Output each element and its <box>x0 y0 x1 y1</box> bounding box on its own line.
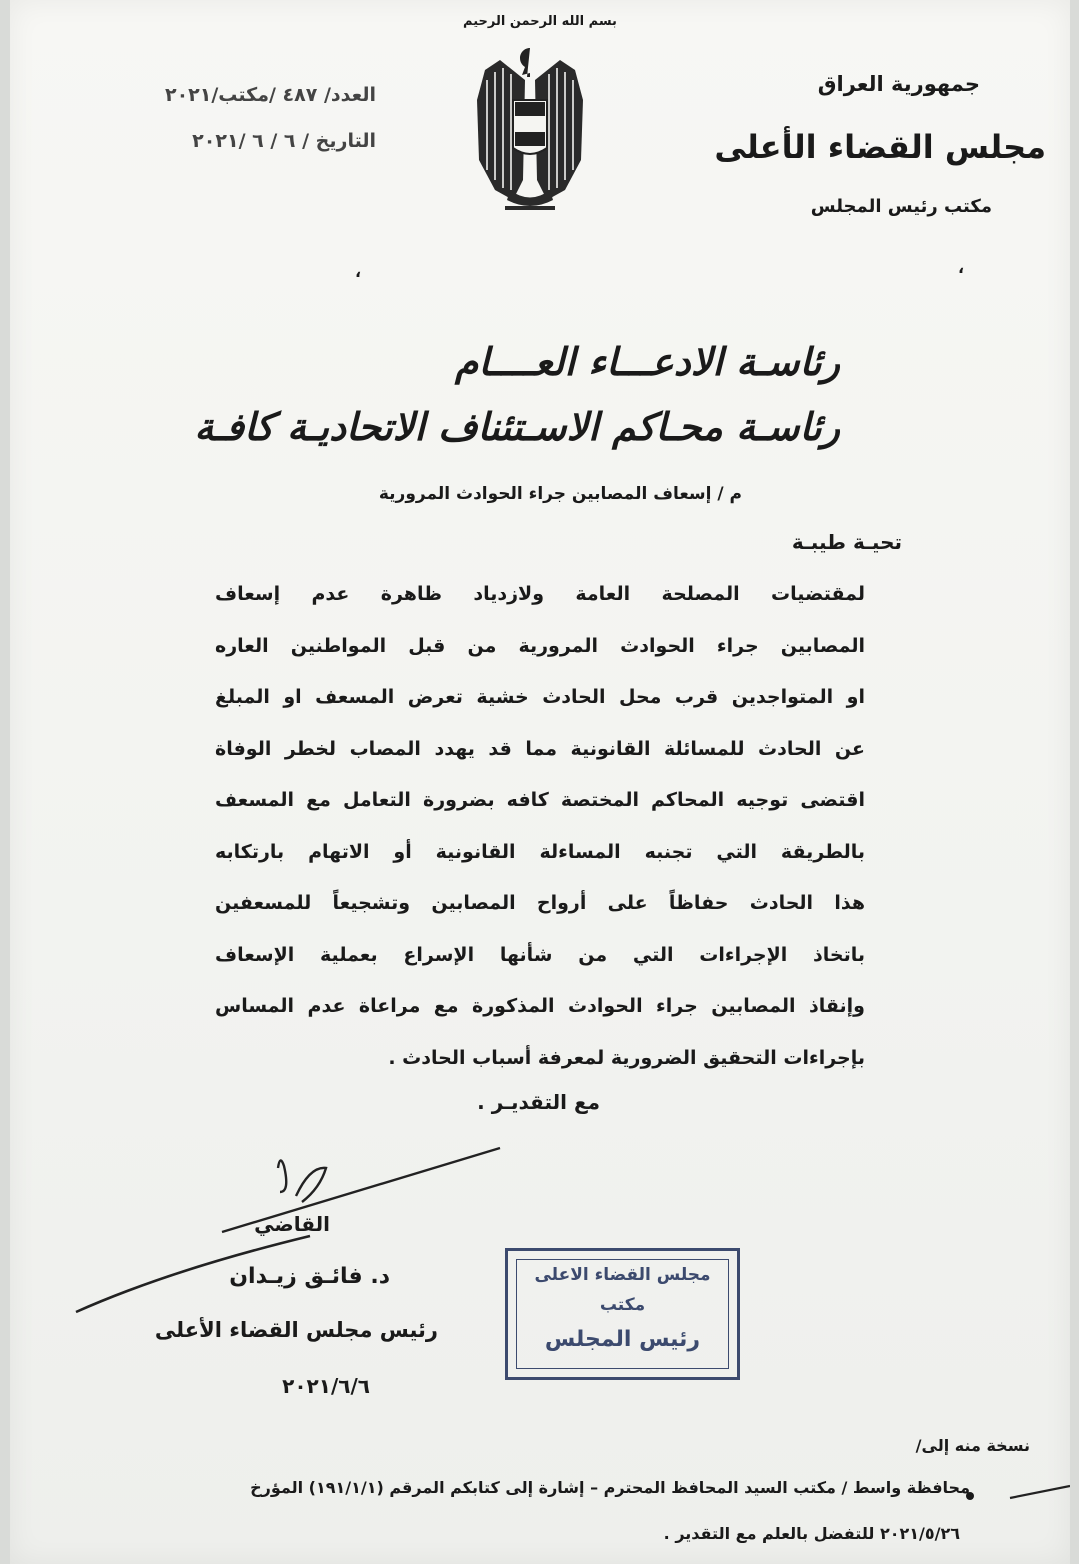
signer-title: القاضي <box>254 1212 330 1236</box>
copy-to-heading: نسخة منه إلى/ <box>915 1436 1030 1455</box>
stamp-line: مجلس القضاء الاعلى <box>534 1265 711 1285</box>
addressee-prosecution: رئاسـة الادعـــاء العــــام <box>454 340 840 384</box>
body-line: المصابين جراء الحوادث المرورية من قبل المواطنين العاره <box>215 634 865 657</box>
body-line: اقتضى توجيه المحاكم المختصة كافه بضرورة التعامل مع المسعف <box>215 789 865 811</box>
signature-date: ٢٠٢١/٦/٦ <box>282 1374 370 1398</box>
addressee-courts: رئاسـة محـاكم الاسـتئناف الاتحاديـة كافـة <box>194 405 840 449</box>
reference-date: التاريخ / ٦ / ٦ /٢٠٢١ <box>192 130 376 152</box>
body-line: هذا الحادث حفاظاً على أرواح المصابين وتشجيعاً للمسعفين <box>215 892 865 914</box>
body-line: عن الحادث للمسائلة القانونية مما قد يهدد المصاب لخطر الوفاة <box>215 737 865 760</box>
copy-to-recipient: محافظة واسط / مكتب السيد المحافظ المحترم – إشارة إلى كتابكم المرقم (١٩١/١/١) المؤرخ <box>250 1478 970 1497</box>
country-name: جمهورية العراق <box>817 72 980 96</box>
basmala: بسم الله الرحمن الرحيم <box>463 14 617 29</box>
punct-mark: ، <box>958 258 965 277</box>
reference-number: العدد/ ٤٨٧ /مكتب/٢٠٢١ <box>164 84 376 106</box>
official-stamp <box>505 1248 740 1380</box>
greeting: تحيـة طيبـة <box>791 530 902 554</box>
copy-to-note: ٢٠٢١/٥/٢٦ للتفضل بالعلم مع التقدير . <box>663 1524 960 1543</box>
council-name: مجلس القضاء الأعلى <box>714 128 1046 166</box>
signer-name: د. فائـق زيـدان <box>229 1264 390 1289</box>
closing-regards: مع التقديـر . <box>477 1090 600 1114</box>
body-line: باتخاذ الإجراءات التي من شأنها الإسراع بعملية الإسعاف <box>215 943 865 966</box>
letter-page <box>10 0 1070 1564</box>
subject-line: م / إسعاف المصابين جراء الحوادث المرورية <box>378 484 742 504</box>
punct-mark: ، <box>355 262 362 281</box>
signer-position: رئيس مجلس القضاء الأعلى <box>154 1318 438 1342</box>
body-line: بإجراءات التحقيق الضرورية لمعرفة أسباب الحادث . <box>388 1046 865 1069</box>
body-line: وإنقاذ المصابين جراء الحوادث المذكورة مع مراعاة عدم المساس <box>215 995 865 1017</box>
stamp-line: رئيس المجلس <box>544 1327 701 1352</box>
office-name: مكتب رئيس المجلس <box>810 196 992 217</box>
body-line: لمقتضيات المصلحة العامة ولازدياد ظاهرة عدم إسعاف <box>215 583 865 605</box>
body-line: او المتواجدين قرب محل الحادث خشية تعرض المسعف او المبلغ <box>215 686 865 708</box>
stamp-line: مكتب <box>599 1295 646 1315</box>
body-line: بالطريقة التي تجنبه المساءلة القانونية أو الاتهام بارتكابه <box>215 840 865 863</box>
